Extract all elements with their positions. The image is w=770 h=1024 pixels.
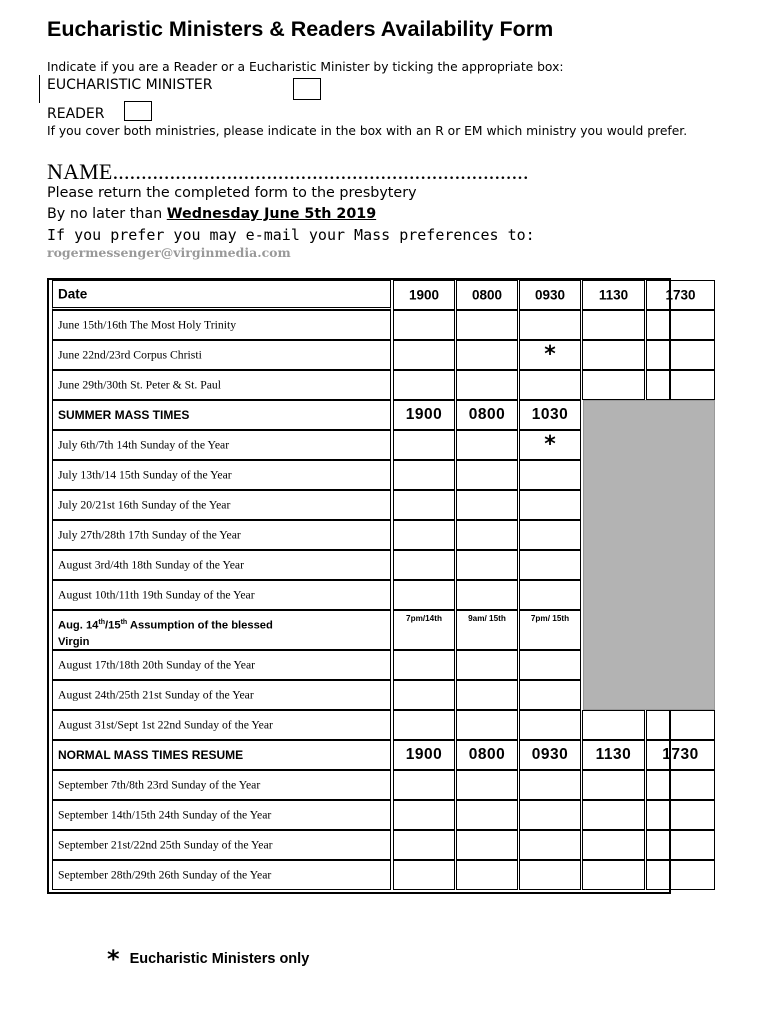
normal-time-cell bbox=[646, 740, 715, 770]
date-label: September 21st/22nd 25th Sunday of the Year bbox=[58, 838, 273, 852]
date-cell bbox=[52, 430, 391, 460]
email-preference-note: If you prefer you may e-mail your Mass preferences to: bbox=[47, 226, 535, 244]
date-cell bbox=[52, 580, 391, 610]
date-cell bbox=[52, 800, 391, 830]
date-cell bbox=[52, 340, 391, 370]
availability-slot[interactable] bbox=[456, 460, 518, 490]
assumption-label bbox=[58, 615, 273, 650]
form-title: Eucharistic Ministers & Readers Availability Form bbox=[47, 17, 554, 41]
assumption-label-c: Assumption of the blessed bbox=[127, 619, 273, 632]
date-label: July 20/21st 16th Sunday of the Year bbox=[58, 498, 231, 512]
date-cell bbox=[52, 310, 391, 340]
summer-time-1: 1900 bbox=[405, 406, 443, 423]
date-cell bbox=[52, 490, 391, 520]
asterisk-icon: * bbox=[107, 945, 120, 973]
date-label: September 7th/8th 23rd Sunday of the Year bbox=[58, 778, 261, 792]
availability-slot[interactable] bbox=[519, 490, 581, 520]
availability-slot[interactable] bbox=[393, 770, 455, 800]
availability-slot[interactable] bbox=[393, 710, 455, 740]
availability-slot[interactable] bbox=[519, 520, 581, 550]
availability-slot[interactable] bbox=[519, 860, 581, 890]
name-line[interactable]: NAME......................................................................... bbox=[47, 159, 529, 184]
header-time-1: 1900 bbox=[408, 287, 440, 303]
date-label: August 24th/25th 21st Sunday of the Year bbox=[58, 688, 254, 702]
assumption-slot-3[interactable] bbox=[519, 610, 581, 650]
availability-slot[interactable] bbox=[646, 830, 715, 860]
availability-slot[interactable] bbox=[393, 650, 455, 680]
assumption-time-2: 9am/ 15th bbox=[468, 614, 506, 623]
availability-slot[interactable] bbox=[456, 490, 518, 520]
asterisk-icon: * bbox=[544, 342, 556, 367]
date-cell bbox=[52, 770, 391, 800]
availability-slot[interactable] bbox=[393, 680, 455, 710]
date-label: July 13th/14 15th Sunday of the Year bbox=[58, 468, 232, 482]
availability-table bbox=[47, 278, 699, 894]
availability-slot[interactable] bbox=[456, 860, 518, 890]
reader-label: READER bbox=[47, 106, 105, 122]
availability-slot[interactable] bbox=[582, 340, 645, 370]
assumption-label-b: /15 bbox=[105, 619, 121, 632]
date-cell bbox=[52, 370, 391, 400]
date-label: September 28th/29th 26th Sunday of the Year bbox=[58, 868, 272, 882]
normal-time-cell bbox=[519, 740, 581, 770]
footnote-text: Eucharistic Ministers only bbox=[129, 951, 310, 967]
availability-slot[interactable] bbox=[393, 830, 455, 860]
availability-slot[interactable] bbox=[456, 340, 518, 370]
availability-slot[interactable] bbox=[582, 310, 645, 340]
date-label: June 29th/30th St. Peter & St. Paul bbox=[58, 378, 221, 392]
summer-time-2: 0800 bbox=[468, 406, 506, 423]
assumption-time-3: 7pm/ 15th bbox=[530, 614, 570, 623]
availability-slot[interactable] bbox=[582, 800, 645, 830]
availability-slot[interactable] bbox=[393, 340, 455, 370]
eucharistic-minister-label: EUCHARISTIC MINISTER bbox=[47, 77, 213, 93]
availability-slot[interactable] bbox=[393, 800, 455, 830]
availability-slot[interactable] bbox=[519, 710, 581, 740]
date-cell bbox=[52, 520, 391, 550]
date-cell bbox=[52, 710, 391, 740]
availability-slot[interactable] bbox=[519, 830, 581, 860]
contact-email[interactable]: rogermessenger@virginmedia.com bbox=[47, 245, 291, 260]
date-label: July 27th/28th 17th Sunday of the Year bbox=[58, 528, 241, 542]
availability-slot[interactable] bbox=[456, 430, 518, 460]
availability-slot[interactable] bbox=[519, 370, 581, 400]
availability-slot[interactable] bbox=[393, 860, 455, 890]
header-time-cell bbox=[456, 280, 518, 310]
normal-time-5: 1730 bbox=[662, 746, 699, 763]
availability-slot[interactable] bbox=[582, 710, 645, 740]
availability-slot[interactable] bbox=[519, 310, 581, 340]
unavailable-shaded-area bbox=[583, 400, 715, 710]
summer-time-cell bbox=[456, 400, 518, 430]
return-note: Please return the completed form to the presbytery bbox=[47, 185, 417, 201]
date-label: August 10th/11th 19th Sunday of the Year bbox=[58, 588, 255, 602]
date-label: August 17th/18th 20th Sunday of the Year bbox=[58, 658, 256, 672]
availability-slot[interactable] bbox=[646, 370, 715, 400]
availability-slot[interactable] bbox=[456, 370, 518, 400]
availability-slot[interactable] bbox=[519, 550, 581, 580]
normal-label: NORMAL MASS TIMES RESUME bbox=[58, 748, 244, 762]
availability-slot[interactable] bbox=[456, 580, 518, 610]
availability-slot[interactable] bbox=[393, 580, 455, 610]
date-cell bbox=[52, 680, 391, 710]
date-cell bbox=[52, 460, 391, 490]
availability-slot[interactable] bbox=[393, 460, 455, 490]
normal-time-cell bbox=[456, 740, 518, 770]
availability-slot[interactable] bbox=[456, 680, 518, 710]
date-label: June 15th/16th The Most Holy Trinity bbox=[58, 318, 237, 332]
availability-slot[interactable] bbox=[519, 340, 581, 370]
header-date: Date bbox=[58, 286, 88, 302]
availability-slot[interactable] bbox=[456, 710, 518, 740]
header-time-3: 0930 bbox=[534, 287, 566, 303]
availability-slot[interactable] bbox=[519, 800, 581, 830]
header-time-5: 1730 bbox=[665, 287, 696, 303]
availability-slot[interactable] bbox=[456, 520, 518, 550]
availability-slot[interactable] bbox=[519, 580, 581, 610]
summer-label-cell bbox=[52, 400, 391, 430]
asterisk-icon: * bbox=[544, 432, 556, 457]
availability-slot[interactable] bbox=[582, 770, 645, 800]
summer-time-3: 1030 bbox=[531, 406, 569, 423]
header-time-cell bbox=[582, 280, 645, 310]
assumption-label-cell bbox=[52, 610, 391, 650]
availability-slot[interactable] bbox=[519, 770, 581, 800]
normal-time-2: 0800 bbox=[468, 746, 506, 763]
assumption-label-a: Aug. 14 bbox=[58, 619, 99, 632]
normal-time-cell bbox=[393, 740, 455, 770]
normal-time-3: 0930 bbox=[531, 746, 569, 763]
summer-label: SUMMER MASS TIMES bbox=[58, 408, 190, 422]
date-label: August 3rd/4th 18th Sunday of the Year bbox=[58, 558, 245, 572]
assumption-sup-a: th bbox=[98, 619, 106, 626]
deadline-line bbox=[47, 206, 376, 222]
instruction-text: Indicate if you are a Reader or a Eucharistic Minister by ticking the appropriate box: bbox=[47, 60, 564, 74]
reader-checkbox[interactable] bbox=[124, 101, 152, 121]
header-time-cell bbox=[646, 280, 715, 310]
availability-slot[interactable] bbox=[646, 800, 715, 830]
assumption-slot-2[interactable] bbox=[456, 610, 518, 650]
normal-time-1: 1900 bbox=[405, 746, 443, 763]
date-label: September 14th/15th 24th Sunday of the Year bbox=[58, 808, 272, 822]
availability-slot[interactable] bbox=[393, 370, 455, 400]
assumption-label-d: Virgin bbox=[58, 635, 90, 648]
availability-slot[interactable] bbox=[646, 710, 715, 740]
date-label: June 22nd/23rd Corpus Christi bbox=[58, 348, 202, 362]
date-label: August 31st/Sept 1st 22nd Sunday of the Year bbox=[58, 718, 273, 732]
date-cell bbox=[52, 830, 391, 860]
availability-slot[interactable] bbox=[519, 430, 581, 460]
availability-slot[interactable] bbox=[456, 650, 518, 680]
date-label: July 6th/7th 14th Sunday of the Year bbox=[58, 438, 230, 452]
assumption-slot-1[interactable] bbox=[393, 610, 455, 650]
summer-time-cell bbox=[519, 400, 581, 430]
assumption-sup-b: th bbox=[120, 619, 128, 626]
availability-slot[interactable] bbox=[582, 830, 645, 860]
deadline-date: Wednesday June 5th 2019 bbox=[166, 206, 377, 222]
deadline-prefix: By no later than bbox=[47, 206, 163, 222]
availability-slot[interactable] bbox=[646, 860, 715, 890]
availability-slot[interactable] bbox=[456, 800, 518, 830]
header-time-cell bbox=[393, 280, 455, 310]
availability-slot[interactable] bbox=[456, 830, 518, 860]
availability-slot[interactable] bbox=[646, 340, 715, 370]
availability-slot[interactable] bbox=[393, 490, 455, 520]
availability-slot[interactable] bbox=[646, 770, 715, 800]
availability-slot[interactable] bbox=[393, 430, 455, 460]
availability-slot[interactable] bbox=[519, 460, 581, 490]
normal-time-4: 1130 bbox=[595, 746, 632, 763]
date-cell bbox=[52, 550, 391, 580]
availability-slot[interactable] bbox=[582, 860, 645, 890]
normal-label-cell bbox=[52, 740, 391, 770]
availability-slot[interactable] bbox=[456, 550, 518, 580]
both-ministries-note: If you cover both ministries, please indicate in the box with an R or EM which ministry you would prefer. bbox=[47, 124, 688, 138]
date-cell bbox=[52, 650, 391, 680]
header-date-cell bbox=[52, 280, 391, 310]
text-cursor bbox=[39, 75, 40, 103]
availability-slot[interactable] bbox=[393, 520, 455, 550]
assumption-time-1: 7pm/14th bbox=[406, 614, 442, 623]
normal-time-cell bbox=[582, 740, 645, 770]
availability-slot[interactable] bbox=[582, 370, 645, 400]
availability-slot[interactable] bbox=[519, 680, 581, 710]
footnote bbox=[107, 945, 309, 973]
availability-slot[interactable] bbox=[519, 650, 581, 680]
summer-time-cell bbox=[393, 400, 455, 430]
availability-slot[interactable] bbox=[456, 770, 518, 800]
availability-slot[interactable] bbox=[646, 310, 715, 340]
availability-slot[interactable] bbox=[456, 310, 518, 340]
eucharistic-minister-checkbox[interactable] bbox=[293, 78, 321, 100]
header-time-2: 0800 bbox=[471, 287, 503, 303]
availability-slot[interactable] bbox=[393, 310, 455, 340]
date-cell bbox=[52, 860, 391, 890]
header-time-cell bbox=[519, 280, 581, 310]
availability-slot[interactable] bbox=[393, 550, 455, 580]
header-time-4: 1130 bbox=[598, 287, 629, 303]
